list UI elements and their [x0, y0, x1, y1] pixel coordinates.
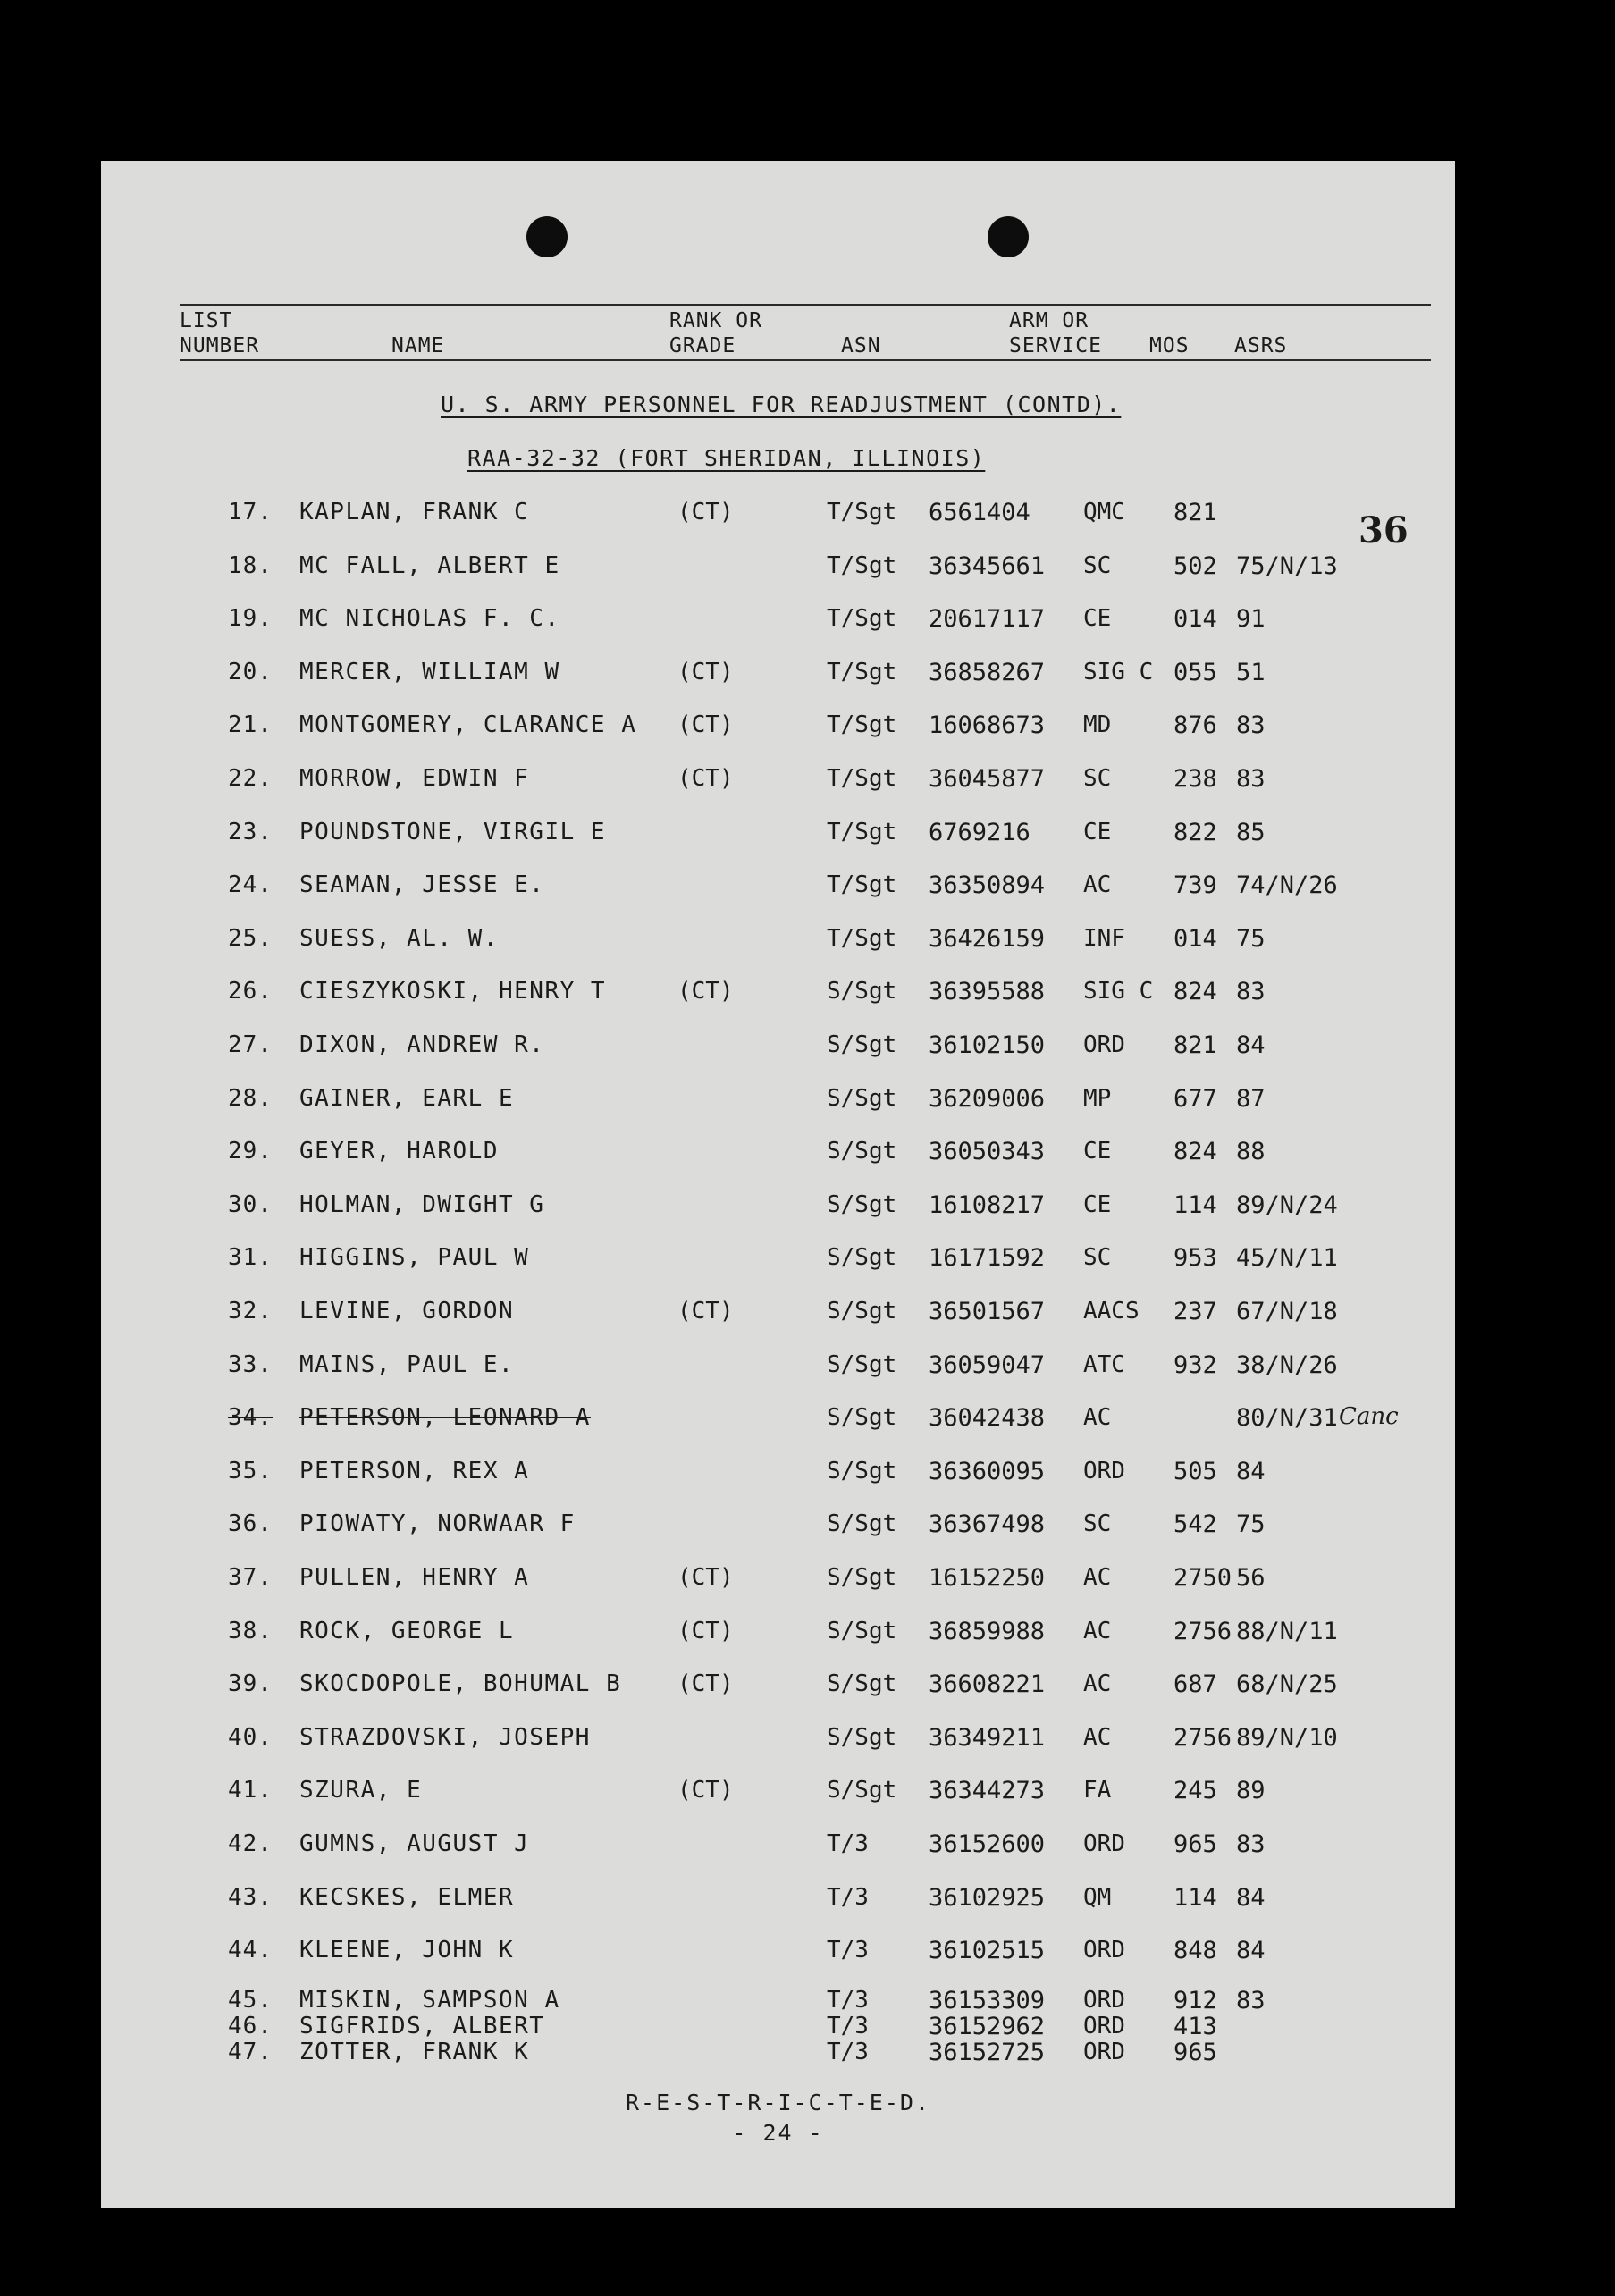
asrs-score: 84	[1236, 1457, 1266, 1485]
list-number: 32.	[228, 1298, 273, 1325]
arm-service: QMC	[1083, 499, 1125, 526]
asn-number: 16068673	[929, 711, 1046, 740]
asn-number: 36608221	[929, 1670, 1046, 1699]
personnel-name: DIXON, ANDREW R.	[299, 1031, 545, 1058]
table-row	[101, 1618, 1455, 1657]
mos-code: 055	[1173, 658, 1217, 686]
classification-footer: R-E-S-T-R-I-C-T-E-D.	[625, 2090, 931, 2115]
asrs-score: 83	[1236, 711, 1266, 740]
table-row	[101, 1510, 1455, 1550]
table-row	[101, 659, 1455, 698]
personnel-name: STRAZDOVSKI, JOSEPH	[299, 1723, 591, 1751]
asrs-score: 88	[1236, 1138, 1266, 1166]
rank-grade: T/3	[827, 2039, 869, 2065]
asn-number: 16171592	[929, 1244, 1046, 1273]
rank-grade: S/Sgt	[827, 1031, 897, 1058]
ct-marker: (CT)	[677, 1564, 734, 1591]
list-number: 47.	[228, 2039, 273, 2065]
ct-marker: (CT)	[677, 1670, 734, 1698]
personnel-name: HIGGINS, PAUL W	[299, 1244, 530, 1272]
arm-service: AC	[1083, 1404, 1112, 1432]
arm-service: CE	[1083, 818, 1112, 845]
mos-code: 014	[1173, 605, 1217, 634]
list-number: 35.	[228, 1457, 273, 1484]
list-number: 41.	[228, 1777, 273, 1804]
asn-number: 36858267	[929, 658, 1046, 686]
ct-marker: (CT)	[677, 978, 734, 1005]
asn-number: 36042438	[929, 1404, 1046, 1433]
asn-number: 36050343	[929, 1138, 1046, 1166]
list-number: 22.	[228, 765, 273, 792]
mos-code: 965	[1173, 1830, 1217, 1858]
header-list-number: LIST NUMBER	[180, 309, 260, 357]
rank-grade: S/Sgt	[827, 1670, 897, 1698]
asrs-score: 84	[1236, 1031, 1266, 1059]
personnel-name: CIESZYKOSKI, HENRY T	[299, 978, 607, 1005]
asn-number: 16152250	[929, 1564, 1046, 1592]
arm-service: SIG C	[1083, 658, 1154, 685]
header-bottom-rule	[180, 359, 1431, 361]
mos-code: 505	[1173, 1457, 1217, 1485]
asn-number: 6769216	[929, 818, 1030, 846]
rank-grade: T/3	[827, 2013, 869, 2039]
personnel-name: LEVINE, GORDON	[299, 1298, 515, 1325]
mos-code: 542	[1173, 1510, 1217, 1539]
rank-grade: S/Sgt	[827, 1190, 897, 1218]
header-mos: MOS	[1149, 334, 1190, 357]
personnel-name: MONTGOMERY, CLARANCE A	[299, 711, 637, 739]
header-arm: ARM OR SERVICE	[1009, 309, 1102, 357]
list-number: 42.	[228, 1830, 273, 1857]
asrs-score: 75	[1236, 924, 1266, 953]
asn-number: 36859988	[929, 1617, 1046, 1645]
arm-service: SIG C	[1083, 978, 1154, 1005]
list-number: 37.	[228, 1564, 273, 1591]
cancel-note: Canc	[1339, 1403, 1399, 1430]
asrs-score: 88/N/11	[1236, 1617, 1338, 1645]
personnel-name: SUESS, AL. W.	[299, 924, 499, 952]
personnel-name: POUNDSTONE, VIRGIL E	[299, 818, 607, 845]
personnel-name: MAINS, PAUL E.	[299, 1350, 515, 1378]
arm-service: ORD	[1083, 1457, 1125, 1484]
asrs-score: 87	[1236, 1084, 1266, 1113]
rank-grade: T/Sgt	[827, 658, 897, 685]
table-row	[101, 711, 1455, 751]
rank-grade: S/Sgt	[827, 1510, 897, 1538]
asrs-score: 89/N/10	[1236, 1723, 1338, 1752]
rank-grade: S/Sgt	[827, 1138, 897, 1165]
header-asn: ASN	[841, 334, 881, 357]
rank-grade: S/Sgt	[827, 1404, 897, 1432]
asn-number: 36059047	[929, 1350, 1046, 1379]
table-row	[101, 499, 1455, 538]
table-row	[101, 1830, 1455, 1870]
personnel-name: ZOTTER, FRANK K	[299, 2039, 530, 2065]
mos-code: 848	[1173, 1937, 1217, 1965]
arm-service: AC	[1083, 1617, 1112, 1644]
rank-grade: S/Sgt	[827, 1350, 897, 1378]
list-number: 44.	[228, 1937, 273, 1964]
arm-service: ORD	[1083, 1031, 1125, 1058]
arm-service: MD	[1083, 711, 1112, 739]
asrs-score: 89/N/24	[1236, 1190, 1338, 1219]
arm-service: SC	[1083, 1510, 1112, 1538]
mos-code: 114	[1173, 1883, 1217, 1912]
personnel-name: GEYER, HAROLD	[299, 1138, 499, 1165]
header-asrs: ASRS	[1234, 334, 1288, 357]
asn-number: 36367498	[929, 1510, 1046, 1539]
rank-grade: S/Sgt	[827, 1084, 897, 1112]
table-row	[101, 765, 1455, 804]
personnel-name: SIGFRIDS, ALBERT	[299, 2013, 545, 2039]
asn-number: 6561404	[929, 499, 1030, 526]
mos-code: 912	[1173, 1987, 1217, 2014]
mos-code: 502	[1173, 551, 1217, 580]
table-row	[101, 925, 1455, 964]
personnel-name: SEAMAN, JESSE E.	[299, 871, 545, 899]
table-row	[101, 1298, 1455, 1337]
mos-code: 739	[1173, 871, 1217, 900]
table-row	[101, 1191, 1455, 1231]
rank-grade: S/Sgt	[827, 1244, 897, 1272]
arm-service: AC	[1083, 1723, 1112, 1751]
asn-number: 36426159	[929, 924, 1046, 953]
page-number: - 24 -	[732, 2120, 824, 2146]
list-number: 20.	[228, 658, 273, 685]
asrs-score: 83	[1236, 1830, 1266, 1858]
table-row	[101, 2039, 1455, 2078]
asrs-score: 68/N/25	[1236, 1670, 1338, 1699]
personnel-name: HOLMAN, DWIGHT G	[299, 1190, 545, 1218]
list-number: 45.	[228, 1987, 273, 2014]
asn-number: 36102150	[929, 1031, 1046, 1059]
punch-hole-right	[988, 216, 1029, 257]
personnel-name: MC FALL, ALBERT E	[299, 551, 560, 579]
rank-grade: S/Sgt	[827, 1564, 897, 1591]
asrs-score: 56	[1236, 1564, 1266, 1592]
list-number: 40.	[228, 1723, 273, 1751]
mos-code: 2756	[1173, 1723, 1232, 1752]
table-row	[101, 1884, 1455, 1923]
mos-code: 822	[1173, 818, 1217, 846]
asrs-score: 51	[1236, 658, 1266, 686]
mos-code: 821	[1173, 499, 1217, 526]
asn-number: 16108217	[929, 1190, 1046, 1219]
ct-marker: (CT)	[677, 1298, 734, 1325]
rank-grade: T/Sgt	[827, 765, 897, 792]
asrs-score: 84	[1236, 1937, 1266, 1965]
asn-number: 20617117	[929, 605, 1046, 634]
asrs-score: 38/N/26	[1236, 1350, 1338, 1379]
arm-service: MP	[1083, 1084, 1112, 1112]
list-number: 21.	[228, 711, 273, 739]
rank-grade: S/Sgt	[827, 1777, 897, 1804]
arm-service: CE	[1083, 1138, 1112, 1165]
list-number: 38.	[228, 1617, 273, 1644]
personnel-name: MISKIN, SAMPSON A	[299, 1987, 560, 2014]
arm-service: SC	[1083, 1244, 1112, 1272]
personnel-name: MC NICHOLAS F. C.	[299, 605, 560, 633]
mos-code: 953	[1173, 1244, 1217, 1273]
mos-code: 413	[1173, 2013, 1217, 2040]
header-rank: RANK OR GRADE	[669, 309, 762, 357]
table-row	[101, 1244, 1455, 1283]
asrs-score: 83	[1236, 765, 1266, 793]
personnel-name: GAINER, EARL E	[299, 1084, 515, 1112]
arm-service: ORD	[1083, 1937, 1125, 1964]
arm-service: ORD	[1083, 2013, 1125, 2039]
table-row	[101, 605, 1455, 644]
personnel-name: PIOWATY, NORWAAR F	[299, 1510, 576, 1538]
ct-marker: (CT)	[677, 1777, 734, 1804]
table-row	[101, 552, 1455, 592]
table-row	[101, 1670, 1455, 1710]
arm-service: CE	[1083, 1190, 1112, 1218]
arm-service: ORD	[1083, 1830, 1125, 1857]
mos-code: 677	[1173, 1084, 1217, 1113]
ct-marker: (CT)	[677, 499, 734, 526]
arm-service: ATC	[1083, 1350, 1125, 1378]
table-row	[101, 1564, 1455, 1603]
rank-grade: S/Sgt	[827, 978, 897, 1005]
asn-number: 36501567	[929, 1298, 1046, 1325]
asrs-score: 67/N/18	[1236, 1298, 1338, 1325]
list-number: 19.	[228, 605, 273, 633]
personnel-name: KECSKES, ELMER	[299, 1883, 515, 1911]
asrs-score: 84	[1236, 1883, 1266, 1912]
page-stamp: 36	[1358, 509, 1409, 551]
rank-grade: T/Sgt	[827, 818, 897, 845]
arm-service: SC	[1083, 765, 1112, 792]
asn-number: 36349211	[929, 1723, 1046, 1752]
mos-code: 2756	[1173, 1617, 1232, 1645]
mos-code: 237	[1173, 1298, 1217, 1325]
table-row	[101, 978, 1455, 1017]
rank-grade: T/3	[827, 1883, 869, 1911]
header-name: NAME	[391, 334, 445, 357]
asn-number: 36152962	[929, 2013, 1046, 2040]
mos-code: 687	[1173, 1670, 1217, 1699]
rank-grade: T/Sgt	[827, 871, 897, 899]
list-number: 28.	[228, 1084, 273, 1112]
rank-grade: T/Sgt	[827, 924, 897, 952]
mos-code: 014	[1173, 924, 1217, 953]
personnel-name: ROCK, GEORGE L	[299, 1617, 515, 1644]
table-row	[101, 1138, 1455, 1177]
asrs-score: 80/N/31	[1236, 1404, 1338, 1433]
list-number: 23.	[228, 818, 273, 845]
ct-marker: (CT)	[677, 658, 734, 685]
asrs-score: 75	[1236, 1510, 1266, 1539]
arm-service: QM	[1083, 1883, 1112, 1911]
asrs-score: 75/N/13	[1236, 551, 1338, 580]
list-number: 27.	[228, 1031, 273, 1058]
asrs-score: 45/N/11	[1236, 1244, 1338, 1273]
personnel-name: GUMNS, AUGUST J	[299, 1830, 530, 1857]
table-row	[101, 1777, 1455, 1816]
asn-number: 36045877	[929, 765, 1046, 793]
list-number: 31.	[228, 1244, 273, 1272]
asn-number: 36153309	[929, 1987, 1046, 2014]
asrs-score: 83	[1236, 1987, 1266, 2014]
mos-code: 876	[1173, 711, 1217, 740]
mos-code: 2750	[1173, 1564, 1232, 1592]
table-row	[101, 1351, 1455, 1391]
table-row	[101, 1458, 1455, 1497]
arm-service: SC	[1083, 551, 1112, 579]
list-number: 34.	[228, 1404, 273, 1432]
rank-grade: T/Sgt	[827, 711, 897, 739]
mos-code: 238	[1173, 765, 1217, 793]
document-page	[101, 161, 1455, 2208]
arm-service: AACS	[1083, 1298, 1140, 1325]
rank-grade: T/3	[827, 1987, 869, 2014]
asrs-score: 89	[1236, 1777, 1266, 1805]
document-title: U. S. ARMY PERSONNEL FOR READJUSTMENT (CONTD).	[441, 391, 1122, 417]
asn-number: 36395588	[929, 978, 1046, 1006]
mos-code: 821	[1173, 1031, 1217, 1059]
asn-number: 36350894	[929, 871, 1046, 900]
asrs-score: 83	[1236, 978, 1266, 1006]
rank-grade: S/Sgt	[827, 1457, 897, 1484]
list-number: 26.	[228, 978, 273, 1005]
list-number: 25.	[228, 924, 273, 952]
rank-grade: S/Sgt	[827, 1723, 897, 1751]
asn-number: 36102925	[929, 1883, 1046, 1912]
personnel-name: KAPLAN, FRANK C	[299, 499, 530, 526]
punch-hole-left	[526, 216, 568, 257]
arm-service: FA	[1083, 1777, 1112, 1804]
list-number: 29.	[228, 1138, 273, 1165]
list-number: 17.	[228, 499, 273, 526]
asn-number: 36102515	[929, 1937, 1046, 1965]
personnel-name: MORROW, EDWIN F	[299, 765, 530, 792]
rank-grade: T/Sgt	[827, 551, 897, 579]
asn-number: 36345661	[929, 551, 1046, 580]
personnel-name: PETERSON, LEONARD A	[299, 1404, 591, 1432]
rank-grade: S/Sgt	[827, 1298, 897, 1325]
list-number: 18.	[228, 551, 273, 579]
asrs-score: 74/N/26	[1236, 871, 1338, 900]
rank-grade: T/3	[827, 1830, 869, 1857]
list-number: 39.	[228, 1670, 273, 1698]
asn-number: 36209006	[929, 1084, 1046, 1113]
list-number: 33.	[228, 1350, 273, 1378]
personnel-name: SZURA, E	[299, 1777, 423, 1804]
table-row	[101, 1724, 1455, 1763]
list-number: 24.	[228, 871, 273, 899]
list-number: 43.	[228, 1883, 273, 1911]
list-number: 36.	[228, 1510, 273, 1538]
mos-code: 114	[1173, 1190, 1217, 1219]
asn-number: 36360095	[929, 1457, 1046, 1485]
rank-grade: T/Sgt	[827, 499, 897, 526]
personnel-name: KLEENE, JOHN K	[299, 1937, 515, 1964]
table-row	[101, 1085, 1455, 1124]
arm-service: INF	[1083, 924, 1125, 952]
asn-number: 36152600	[929, 1830, 1046, 1858]
header-top-rule	[180, 304, 1431, 306]
asn-number: 36152725	[929, 2039, 1046, 2066]
table-row	[101, 1937, 1455, 1976]
arm-service: AC	[1083, 1564, 1112, 1591]
table-row	[101, 819, 1455, 858]
asrs-score: 85	[1236, 818, 1266, 846]
ct-marker: (CT)	[677, 711, 734, 739]
personnel-name: MERCER, WILLIAM W	[299, 658, 560, 685]
arm-service: AC	[1083, 871, 1112, 899]
rank-grade: T/3	[827, 1937, 869, 1964]
personnel-name: PULLEN, HENRY A	[299, 1564, 530, 1591]
rank-grade: S/Sgt	[827, 1617, 897, 1644]
asn-number: 36344273	[929, 1777, 1046, 1805]
list-number: 30.	[228, 1190, 273, 1218]
arm-service: CE	[1083, 605, 1112, 633]
arm-service: ORD	[1083, 2039, 1125, 2065]
mos-code: 965	[1173, 2039, 1217, 2066]
list-number: 46.	[228, 2013, 273, 2039]
table-row	[101, 871, 1455, 911]
mos-code: 824	[1173, 978, 1217, 1006]
mos-code: 245	[1173, 1777, 1217, 1805]
personnel-name: PETERSON, REX A	[299, 1457, 530, 1484]
ct-marker: (CT)	[677, 765, 734, 792]
personnel-name: SKOCDOPOLE, BOHUMAL B	[299, 1670, 622, 1698]
arm-service: AC	[1083, 1670, 1112, 1698]
asrs-score: 91	[1236, 605, 1266, 634]
document-subtitle: RAA-32-32 (FORT SHERIDAN, ILLINOIS)	[467, 445, 986, 471]
ct-marker: (CT)	[677, 1617, 734, 1644]
mos-code: 824	[1173, 1138, 1217, 1166]
table-row	[101, 1031, 1455, 1071]
mos-code: 932	[1173, 1350, 1217, 1379]
arm-service: ORD	[1083, 1987, 1125, 2014]
rank-grade: T/Sgt	[827, 605, 897, 633]
table-row	[101, 1404, 1455, 1443]
